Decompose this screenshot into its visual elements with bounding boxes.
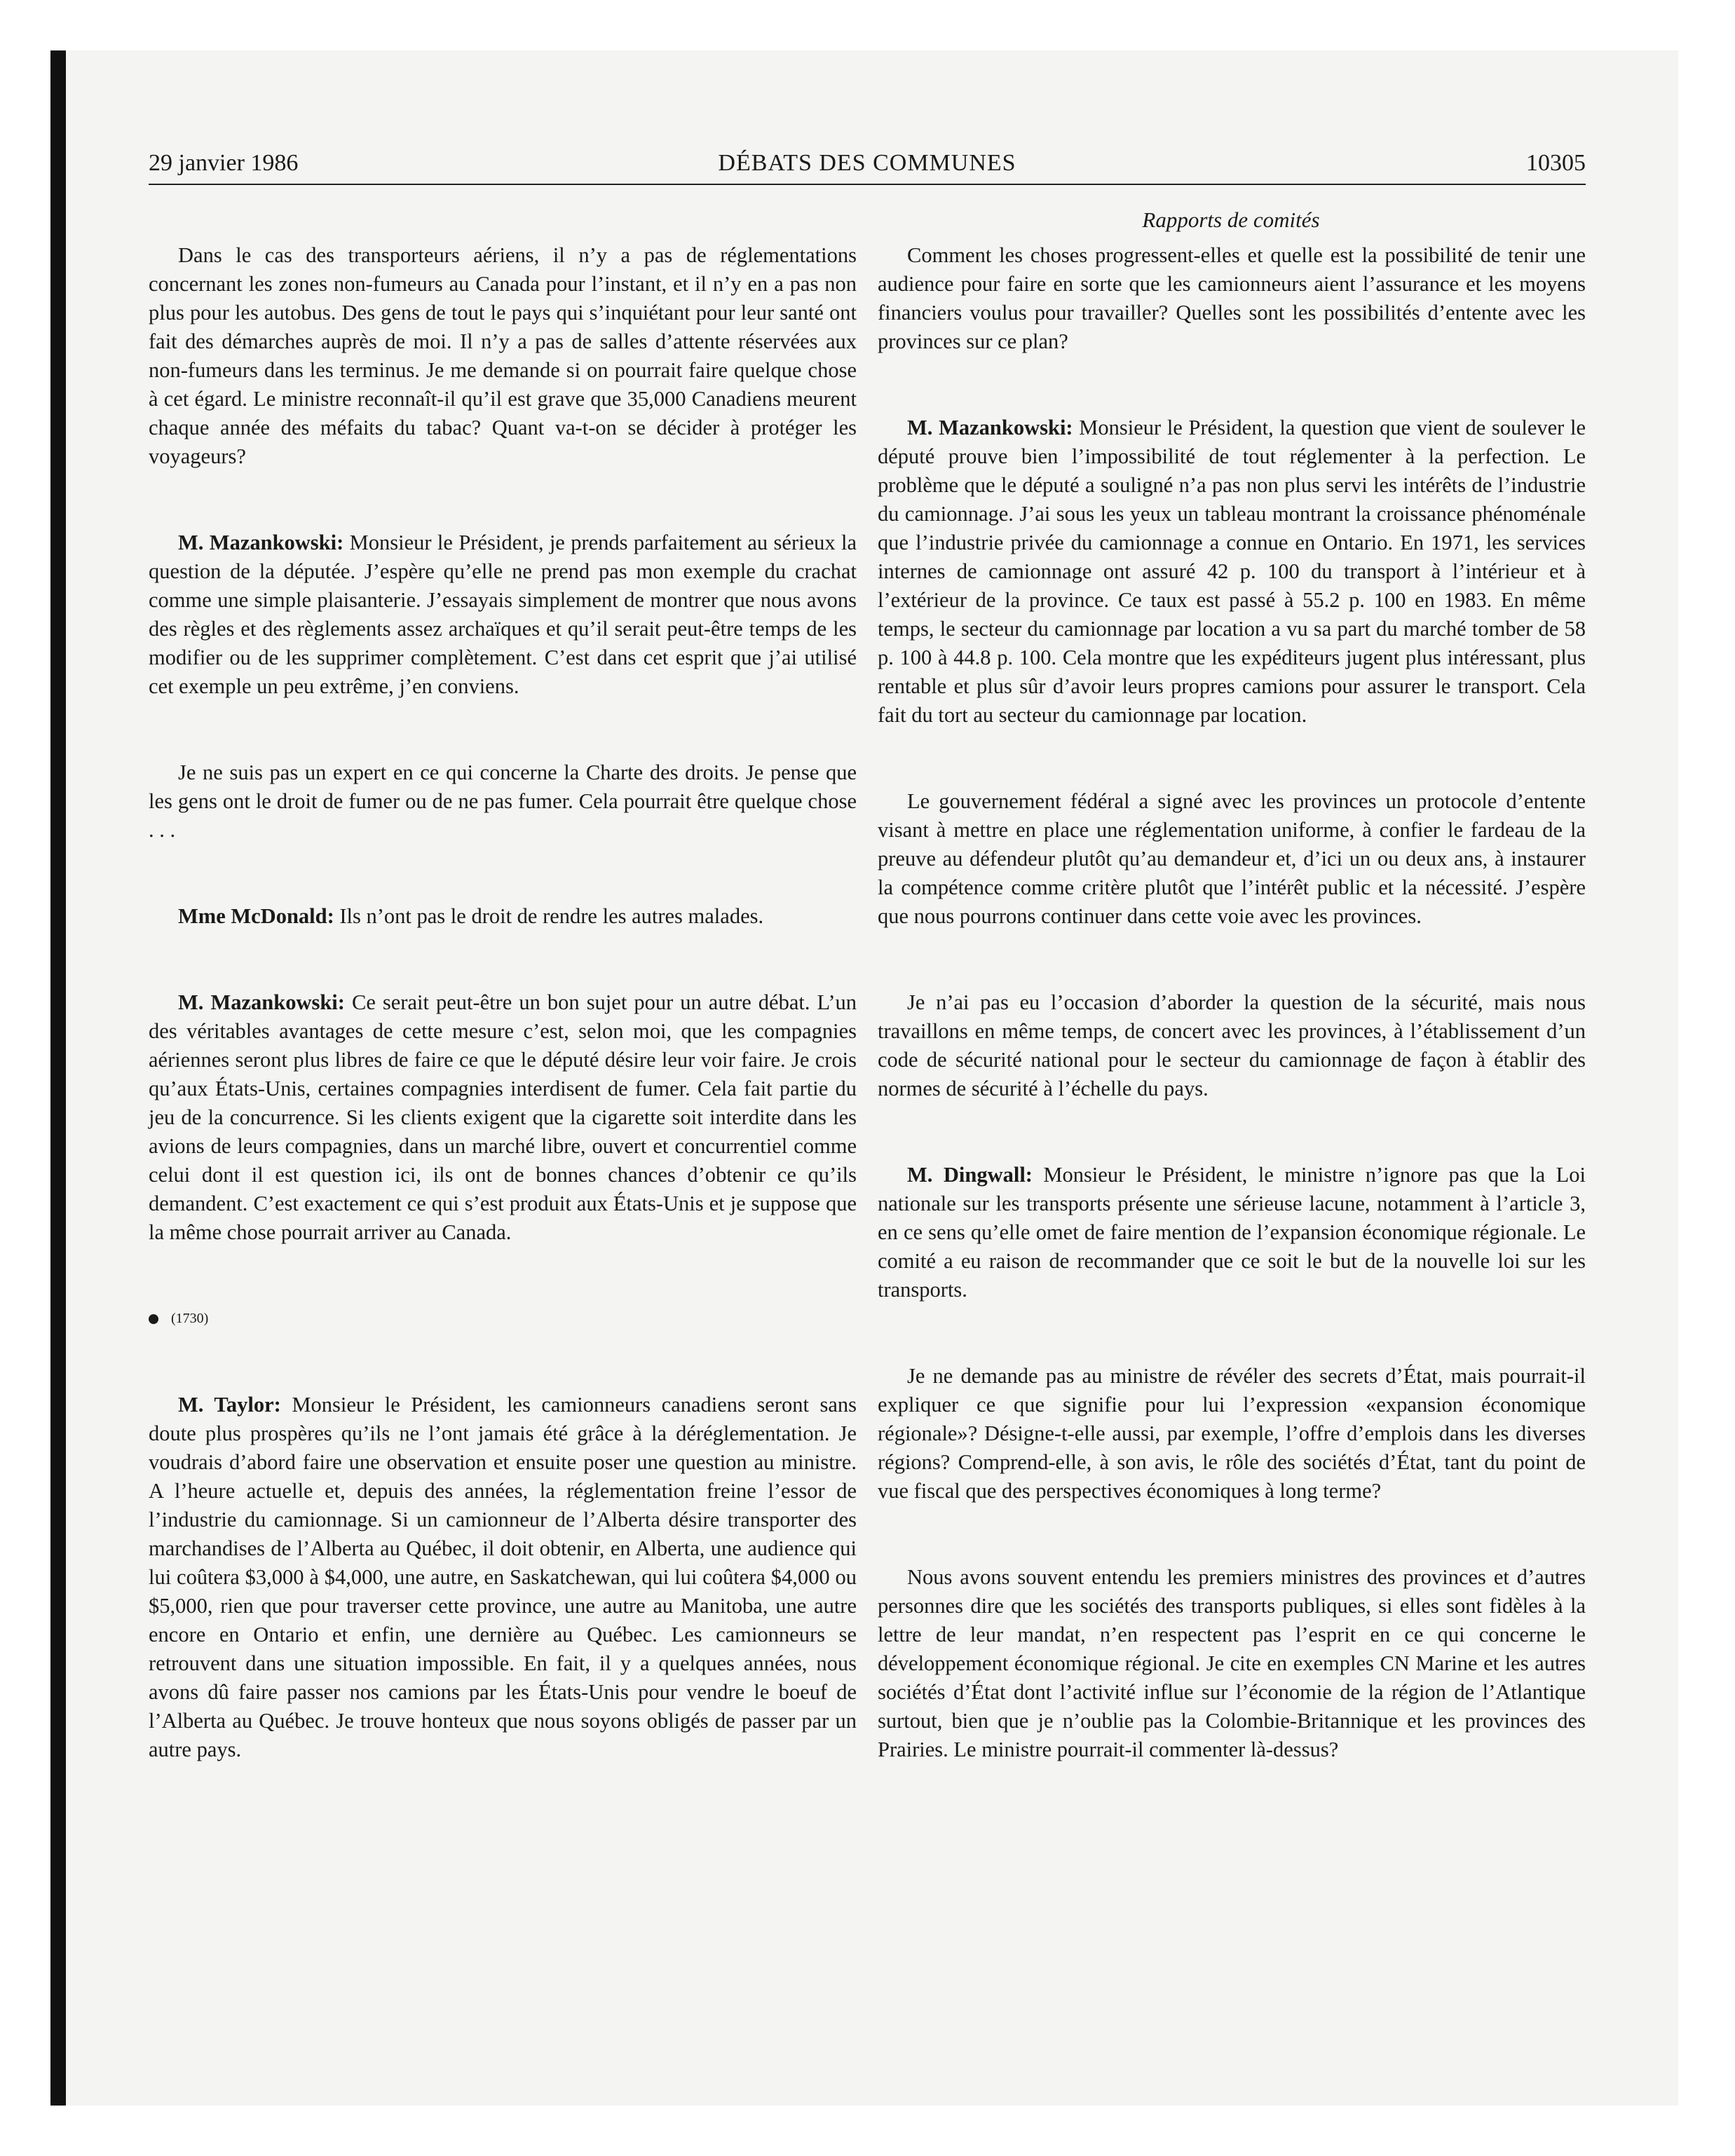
- header-date: 29 janvier 1986: [149, 150, 299, 176]
- page-header: [149, 146, 1586, 188]
- running-head: Rapports de comités: [1142, 207, 1320, 232]
- paragraph: Comment les choses progressent-elles et quelle est la possibilité de tenir une audience pour faire en sorte que les camionneurs aient l’assurance et les moyens financiers voulus pour travailler? Quelles sont les possibilités d’entente avec les provinces sur ce plan?: [878, 243, 1586, 353]
- left-column: [149, 241, 857, 1764]
- speech-paragraph: [878, 1161, 1586, 1304]
- speaker-name: M. Dingwall:: [907, 1163, 1033, 1187]
- time-marker-text: (1730): [171, 1311, 209, 1326]
- speech-text: Ce serait peut-être un bon sujet pour un autre débat. L’un des véritables avantages de cette mesure c’est, selon moi, que les compagnies aériennes seront plus libres de faire ce que le député désire leur voir faire. Je crois qu’aux États-Unis, certaines compagnies interdisent de fumer. Cela fait partie du jeu de la concurrence. Si les clients exigent que la cigarette soit interdite dans les avions de leurs compagnies, dans un marché libre, ouvert et concurrentiel comme celui dont il est question ici, ils ont de bonnes chances d’obtenir ce qu’ils demandent. C’est exactement ce qui s’est produit aux États-Unis et je suppose que la même chose pourrait arriver au Canada.: [149, 990, 857, 1244]
- speech-paragraph: [149, 528, 857, 701]
- speech-text: Monsieur le Président, je prends parfaitement au sérieux la question de la députée. J’espère qu’elle ne prend pas mon exemple du crachat comme une simple plaisanterie. J’essayais simplement de montrer que nous avons des règles et des règlements assez archaïques et qu’il serait peut-être temps de les modifier ou de les supprimer complètement. C’est dans cet esprit que j’ai utilisé cet exemple un peu extrême, j’en conviens.: [149, 531, 857, 698]
- header-title: DÉBATS DES COMMUNES: [718, 150, 1016, 176]
- header-rule: [149, 184, 1586, 185]
- speech-paragraph: [149, 902, 857, 931]
- paragraph: Je n’ai pas eu l’occasion d’aborder la question de la sécurité, mais nous travaillons en même temps, de concert avec les provinces, à l’établissement d’un code de sécurité national pour le secteur du camionnage de façon à établir des normes de sécurité à l’échelle du pays.: [878, 990, 1586, 1100]
- scan-edge: [50, 50, 66, 2106]
- speaker-name: M. Mazankowski:: [178, 531, 344, 554]
- time-marker: [149, 1304, 857, 1333]
- paragraph: Le gouvernement fédéral a signé avec les provinces un protocole d’entente visant à mettre en place une réglementation uniforme, à confier le fardeau de la preuve au défendeur plutôt qu’au demandeur et, d’ici un ou deux ans, à instaurer la compétence comme critère plutôt que l’intérêt public et la nécessité. J’espère que nous pourrons continuer dans cette voie avec les provinces.: [878, 789, 1586, 928]
- speech-text: Ils n’ont pas le droit de rendre les autres malades.: [334, 904, 764, 928]
- speaker-name: Mme McDonald:: [178, 904, 334, 928]
- speech-text: Monsieur le Président, la question que vient de soulever le député prouve bien l’impossibilité de tout réglementer à la perfection. Le problème que le député a souligné n’a pas non plus servi les intérêts de l’industrie du camionnage. J’ai sous les yeux un tableau montrant la croissance phénoménale que l’industrie privée du camionnage a connue en Ontario. En 1971, les services internes de camionnage ont assuré 42 p. 100 du transport à l’intérieur et à l’extérieur de la province. Ce taux est passé à 55.2 p. 100 en 1983. En même temps, le secteur du camionnage par location a vu sa part du marché tomber de 58 p. 100 à 44.8 p. 100. Cela montre que les expéditeurs jugent plus intéressant, plus rentable et plus sûr d’avoir leurs propres camions pour assurer le transport. Cela fait du tort au secteur du camionnage par location.: [878, 416, 1586, 727]
- speech-text: Monsieur le Président, le ministre n’ignore pas que la Loi nationale sur les transports présente une sérieuse lacune, notamment à l’article 3, en ce sens qu’elle omet de faire mention de l’expansion économique régionale. Le comité a eu raison de recommander que ce soit le but de la nouvelle loi sur les transports.: [878, 1163, 1586, 1302]
- speech-paragraph: [149, 988, 857, 1247]
- right-column: [878, 241, 1586, 1764]
- paragraph: Je ne suis pas un expert en ce qui concerne la Charte des droits. Je pense que les gens ont le droit de fumer ou de ne pas fumer. Cela pourrait être quelque chose . . .: [149, 760, 857, 842]
- speech-paragraph: [149, 1391, 857, 1764]
- paragraph: Nous avons souvent entendu les premiers ministres des provinces et d’autres personnes dire que les sociétés des transports publiques, si elles sont fidèles à la lettre de leur mandat, n’en respectent pas l’esprit en ce qui concerne le développement économique régional. Je cite en exemples CN Marine et les autres sociétés d’État dont l’activité influe sur l’économie de la région de l’Atlantique surtout, bien que je n’oublie pas la Colombie-Britannique et les provinces des Prairies. Le ministre pourrait-il commenter là-dessus?: [878, 1565, 1586, 1761]
- speaker-name: M. Mazankowski:: [907, 416, 1073, 439]
- speaker-name: M. Taylor:: [178, 1393, 281, 1417]
- paragraph: Je ne demande pas au ministre de révéler des secrets d’État, mais pourrait-il expliquer ce que signifie pour lui l’expression «expansion économique régionale»? Désigne-t-elle aussi, par exemple, l’offre d’emplois dans les diverses régions? Comprend-elle, à son avis, le rôle des sociétés d’État, tant du point de vue fiscal que des perspectives économiques à long terme?: [878, 1364, 1586, 1503]
- speaker-name: M. Mazankowski:: [178, 990, 345, 1014]
- speech-paragraph: [878, 414, 1586, 730]
- speech-text: Monsieur le Président, les camionneurs canadiens seront sans doute plus prospères qu’ils ne l’ont jamais été grâce à la déréglementation. Je voudrais d’abord faire une observation et ensuite poser une question au ministre. A l’heure actuelle et, depuis des années, la réglementation freine l’essor de l’industrie du camionnage. Si un camionneur de l’Alberta désire transporter des marchandises de l’Alberta au Québec, il doit obtenir, en Alberta, une audience qui lui coûtera $3,000 à $4,000, une autre, en Saskatchewan, qui lui coûtera $4,000 ou $5,000, rien que pour traverser cette province, une autre au Manitoba, une autre encore en Ontario et enfin, une dernière au Québec. Les camionneurs se retrouvent dans une situation impossible. En fait, il y a quelques années, nous avons dû faire passer nos camions par les États-Unis pour vendre le boeuf de l’Alberta au Québec. Je trouve honteux que nous soyons obligés de passer par un autre pays.: [149, 1393, 857, 1761]
- bullet-icon: [149, 1314, 158, 1324]
- header-page-number: 10305: [1526, 150, 1586, 176]
- paragraph: Dans le cas des transporteurs aériens, il n’y a pas de réglementations concernant les zones non-fumeurs au Canada pour l’instant, et il n’y en a pas non plus pour les autobus. Des gens de tout le pays qui s’inquiétant pour leur santé ont fait des démarches auprès de moi. Il n’y a pas de salles d’attente réservées aux non-fumeurs dans les terminus. Je me demande si on pourrait faire quelque chose à cet égard. Le ministre reconnaît-il qu’il est grave que 35,000 Canadiens meurent chaque année des méfaits du tabac? Quant va-t-on se décider à protéger les voyageurs?: [149, 243, 857, 468]
